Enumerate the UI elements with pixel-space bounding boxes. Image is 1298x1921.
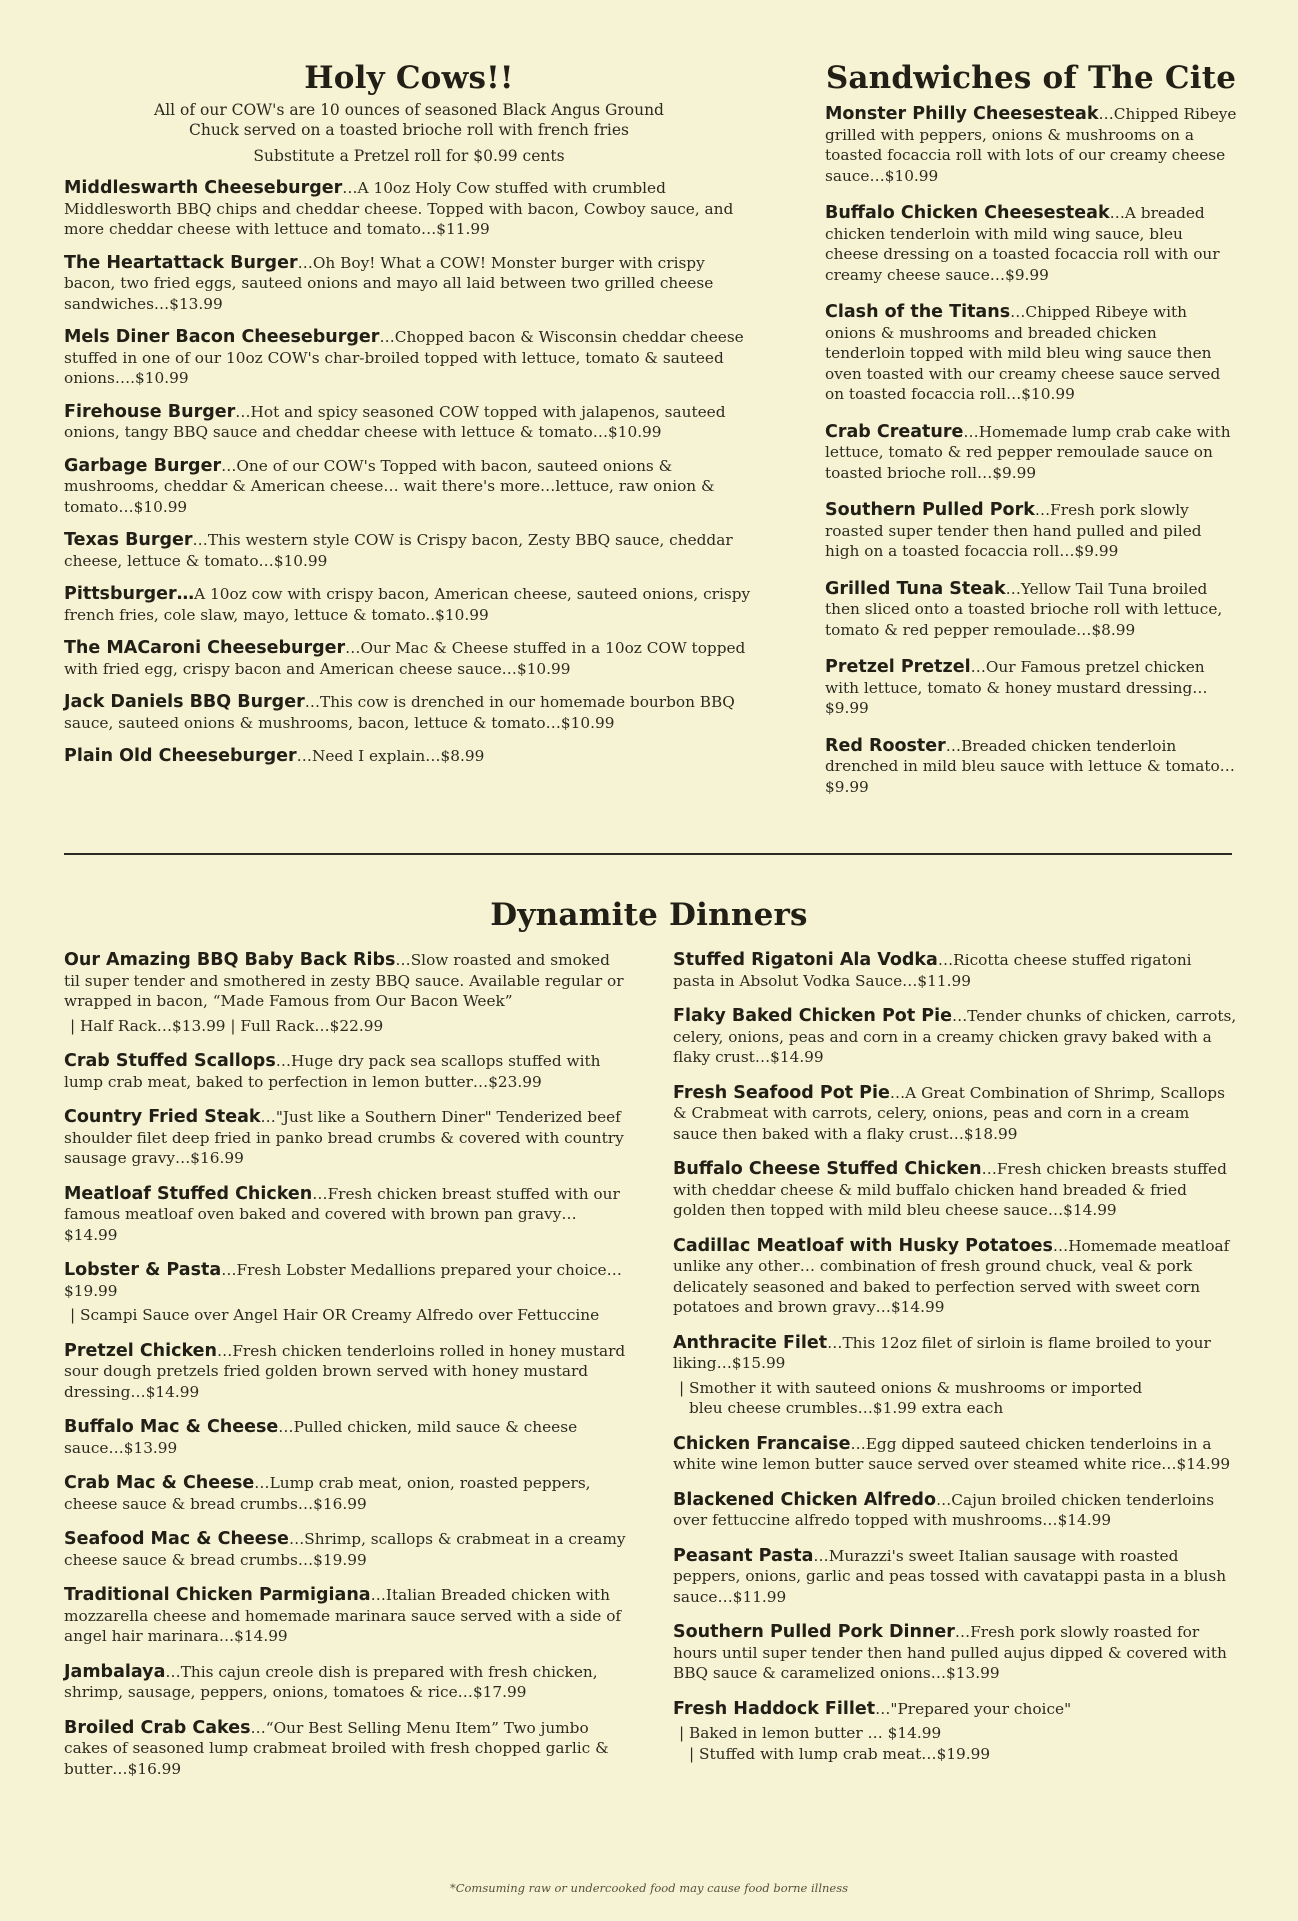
menu-item-name: Clash of the Titans	[825, 302, 1011, 322]
menu-item-description: …Need I explain…$8.99	[296, 747, 485, 765]
menu-item	[64, 253, 754, 315]
menu-item-name: Southern Pulled Pork Dinner	[673, 1622, 955, 1642]
menu-item-name: Seafood Mac & Cheese	[64, 1529, 289, 1549]
menu-item-description: …One of our COW's Topped with bacon, sauteed onions & mushrooms, cheddar & American cheese… wait there's more…lettuce, raw onion & tomato…$10.99	[64, 456, 715, 516]
menu-item-option: | Baked in lemon butter … $14.99	[679, 1724, 942, 1742]
menu-item	[64, 1260, 629, 1301]
menu-item-name: Monster Philly Cheesesteak	[825, 104, 1099, 124]
menu-item-name: Broiled Crab Cakes	[64, 1717, 251, 1738]
menu-item-description: …"Prepared your choice"	[875, 1699, 1072, 1718]
menu-item	[64, 456, 754, 518]
menu-item-name: Chicken Francaise	[673, 1433, 851, 1454]
dinners-left-list	[64, 950, 629, 1779]
menu-item	[64, 1341, 629, 1403]
menu-item	[825, 422, 1237, 484]
menu-item-name: Stuffed Rigatoni Ala Vodka	[673, 950, 938, 970]
menu-item-description: …Hot and spicy seasoned COW topped with jalapenos, sauteed onions, tangy BBQ sauce and cheddar cheese with lettuce & tomato…$10.99	[64, 402, 726, 441]
section-divider	[64, 853, 1232, 855]
menu-item-name: Buffalo Cheese Stuffed Chicken	[673, 1159, 982, 1179]
menu-item-option: bleu cheese crumbles…$1.99 extra each	[689, 1399, 1004, 1417]
menu-item-name: Pretzel Pretzel	[825, 657, 971, 677]
menu-item	[673, 1006, 1238, 1068]
menu-item-description: A 10oz cow with crispy bacon, American cheese, sauteed onions, crispy french fries, cole slaw, mayo, lettuce & tomato..$10.99	[64, 585, 751, 624]
menu-item	[825, 657, 1237, 719]
dinners-right-list	[673, 950, 1238, 1764]
menu-item-description: …Ricotta cheese stuffed rigatoni pasta in Absolut Vodka Sauce…$11.99	[673, 951, 1192, 990]
menu-item-name: Grilled Tuna Steak	[825, 578, 1006, 599]
menu-item-option: | Half Rack…$13.99 | Full Rack…$22.99	[70, 1016, 384, 1035]
menu-item-description: …Our Famous pretzel chicken with lettuce, tomato & honey mustard dressing…$9.99	[825, 658, 1208, 717]
menu-item	[64, 1529, 629, 1570]
menu-item-description: …Fresh chicken tenderloins rolled in honey mustard sour dough pretzels fried golden brown served with honey mustard dressing…$14.99	[64, 1341, 626, 1401]
menu-item-description: …Fresh pork slowly roasted super tender then hand pulled and piled high on a toasted focaccia roll…$9.99	[825, 501, 1202, 560]
menu-item-name: Cadillac Meatloaf with Husky Potatoes	[673, 1235, 1053, 1256]
menu-item	[673, 950, 1238, 991]
menu-item	[64, 1662, 629, 1703]
menu-item-name: Pittsburger…	[64, 584, 195, 604]
menu-item-description: …Slow roasted and smoked til super tender and smothered in zesty BBQ sauce. Available regular or wrapped in bacon, “Made Famous from Our Bacon Week”	[64, 951, 624, 1010]
menu-item-description: …Huge dry pack sea scallops stuffed with lump crab meat, baked to perfection in lemon butter…$23.99	[64, 1052, 601, 1091]
menu-item	[673, 1622, 1238, 1684]
menu-item-name: Buffalo Mac & Cheese	[64, 1417, 279, 1437]
menu-item-name: Crab Stuffed Scallops	[64, 1051, 276, 1071]
menu-item-name: Jambalaya	[64, 1661, 166, 1682]
holy-cows-section	[64, 60, 754, 767]
menu-item-description: …Egg dipped sauteed chicken tenderloins in a white wine lemon butter sauce served over steamed white rice…$14.99	[673, 1434, 1231, 1473]
menu-item	[825, 736, 1237, 798]
menu-item	[825, 104, 1237, 186]
menu-item-name: Buffalo Chicken Cheesesteak	[825, 203, 1110, 223]
menu-item	[64, 1051, 629, 1092]
menu-item-name: Red Rooster	[825, 735, 946, 756]
menu-item	[673, 1159, 1238, 1221]
menu-item-description: …Yellow Tail Tuna broiled then sliced onto a toasted brioche roll with lettuce, tomato & red pepper remoulade…$8.99	[825, 579, 1223, 639]
menu-item	[64, 1417, 629, 1458]
menu-item	[673, 1236, 1238, 1318]
menu-item	[64, 327, 754, 389]
menu-item	[64, 638, 754, 679]
menu-item	[64, 530, 754, 571]
menu-item	[673, 1699, 1238, 1720]
menu-item-description: …Fresh chicken breast stuffed with our famous meatloaf oven baked and covered with brown pan gravy…$14.99	[64, 1184, 620, 1244]
menu-item-description: …"Just like a Southern Diner" Tenderized beef shoulder filet deep fried in panko bread crumbs & covered with country sausage gravy…$16.99	[64, 1108, 624, 1167]
menu-item	[64, 1718, 629, 1780]
menu-item-name: Southern Pulled Pork	[825, 500, 1035, 520]
menu-item-description: …Breaded chicken tenderloin drenched in mild bleu sauce with lettuce & tomato…$9.99	[825, 736, 1235, 796]
dinners-title: Dynamite Dinners	[490, 897, 808, 933]
menu-item-description: …Pulled chicken, mild sauce & cheese sauce…$13.99	[64, 1418, 578, 1457]
menu-item-name: Mels Diner Bacon Cheeseburger	[64, 327, 380, 347]
menu-item-description: …Chipped Ribeye with onions & mushrooms and breaded chicken tenderloin topped with mild bleu wing sauce then oven toasted with our creamy cheese sauce served on toasted focaccia roll…$10.99	[825, 303, 1221, 403]
menu-item-description: …Italian Breaded chicken with mozzarella cheese and homemade marinara sauce served with a side of angel hair marinara…$14.99	[64, 1586, 622, 1645]
menu-item-description: …This cow is drenched in our homemade bourbon BBQ sauce, sauteed onions & mushrooms, bacon, lettuce & tomato…$10.99	[64, 693, 735, 732]
menu-item-description: …Chipped Ribeye grilled with peppers, onions & mushrooms on a toasted focaccia roll with lots of our creamy cheese sauce…$10.99	[825, 105, 1237, 185]
menu-item	[64, 746, 754, 767]
menu-item	[64, 1184, 629, 1246]
menu-item	[64, 1107, 629, 1169]
menu-item-name: Flaky Baked Chicken Pot Pie	[673, 1006, 952, 1026]
menu-item-name: Crab Mac & Cheese	[64, 1473, 255, 1493]
menu-item	[825, 579, 1237, 641]
menu-item-description: …Murazzi's sweet Italian sausage with roasted peppers, onions, garlic and peas tossed with cavatappi pasta in a blush sauce…$11.99	[673, 1546, 1227, 1606]
menu-item	[64, 402, 754, 443]
menu-item-description: …A Great Combination of Shrimp, Scallops & Crabmeat with carrots, celery, onions, peas and corn in a cream sauce then baked with a flaky crust…$18.99	[673, 1083, 1225, 1143]
menu-item-name: Blackened Chicken Alfredo	[673, 1489, 936, 1510]
menu-item-name: Meatloaf Stuffed Chicken	[64, 1183, 313, 1204]
menu-item	[673, 1333, 1238, 1374]
sandwiches-list	[825, 104, 1237, 797]
menu-item-description: …Fresh pork slowly roasted for hours until super tender then hand pulled aujus dipped & covered with BBQ sauce & caramelized onions…$13.99	[673, 1623, 1227, 1682]
menu-item-description: …Shrimp, scallops & crabmeat in a creamy cheese sauce & bread crumbs…$19.99	[64, 1530, 626, 1569]
menu-item	[673, 1546, 1238, 1608]
menu-item-name: Jack Daniels BBQ Burger	[64, 692, 305, 712]
sandwiches-title: Sandwiches of The Cite	[825, 60, 1237, 96]
menu-item-description: …Cajun broiled chicken tenderloins over fettuccine alfredo topped with mushrooms…$14.99	[673, 1490, 1215, 1529]
menu-item-name: Traditional Chicken Parmigiana	[64, 1585, 371, 1605]
menu-item-description: …Fresh chicken breasts stuffed with cheddar cheese & mild buffalo chicken hand breaded & fried golden then topped with mild bleu cheese sauce…$14.99	[673, 1160, 1227, 1219]
menu-item-name: Fresh Haddock Fillet	[673, 1698, 876, 1719]
holy-cows-list	[64, 178, 754, 767]
holy-cows-intro: All of our COW's are 10 ounces of seasoned Black Angus Ground Chuck served on a toasted brioche roll with french fries	[154, 101, 664, 139]
menu-item-name: Texas Burger	[64, 530, 193, 550]
menu-item-description: …This 12oz filet of sirloin is flame broiled to your liking…$15.99	[673, 1333, 1211, 1372]
menu-item-name: The MACaroni Cheeseburger	[64, 638, 346, 658]
menu-item-description: …Lump crab meat, onion, roasted peppers, cheese sauce & bread crumbs…$16.99	[64, 1474, 591, 1513]
holy-cows-title: Holy Cows!!	[304, 60, 514, 96]
menu-item	[673, 1083, 1238, 1145]
menu-item-description: …Homemade meatloaf unlike any other… combination of fresh ground chuck, veal & pork delicately seasoned and baked to perfection served with sweet corn potatoes and brown gravy…$14.99	[673, 1236, 1230, 1316]
menu-item	[64, 584, 754, 625]
menu-item-description: …This cajun creole dish is prepared with fresh chicken, shrimp, sausage, peppers, onions, tomatoes & rice…$17.99	[64, 1662, 598, 1701]
menu-item	[64, 1585, 629, 1647]
menu-item-description: …Fresh Lobster Medallions prepared your choice…$19.99	[64, 1261, 622, 1300]
menu-item	[673, 1434, 1238, 1475]
menu-item-name: Pretzel Chicken	[64, 1340, 218, 1361]
menu-item-name: Fresh Seafood Pot Pie	[673, 1082, 890, 1103]
menu-item	[64, 1473, 629, 1514]
menu-item	[825, 500, 1237, 562]
menu-item-name: Middleswarth Cheeseburger	[64, 178, 343, 198]
menu-item-description: …Chopped bacon & Wisconsin cheddar cheese stuffed in one of our 10oz COW's char-broiled topped with lettuce, tomato & sauteed onions….$10.99	[64, 328, 744, 387]
sandwiches-section	[825, 60, 1237, 797]
menu-item-name: Garbage Burger	[64, 455, 222, 476]
menu-item-name: Peasant Pasta	[673, 1545, 814, 1566]
menu-item-description: …Homemade lump crab cake with lettuce, tomato & red pepper remoulade sauce on toasted brioche roll…$9.99	[825, 422, 1231, 482]
menu-item	[825, 203, 1237, 285]
menu-item	[64, 692, 754, 733]
menu-item-name: Firehouse Burger	[64, 401, 236, 422]
menu-item	[673, 1490, 1238, 1531]
menu-item-description: …“Our Best Selling Menu Item” Two jumbo cakes of seasoned lump crabmeat broiled with fresh chopped garlic & butter…$16.99	[64, 1718, 609, 1778]
holy-cows-substitute: Substitute a Pretzel roll for $0.99 cents	[253, 147, 565, 165]
menu-item	[64, 178, 754, 240]
menu-item-name: Our Amazing BBQ Baby Back Ribs	[64, 950, 396, 970]
menu-item-name: Plain Old Cheeseburger	[64, 746, 297, 766]
menu-item-name: The Heartattack Burger	[64, 252, 298, 273]
menu-item-name: Crab Creature	[825, 421, 964, 442]
menu-item	[64, 950, 629, 1012]
menu-item-description: …Our Mac & Cheese stuffed in a 10oz COW topped with fried egg, crispy bacon and American cheese sauce…$10.99	[64, 639, 746, 678]
menu-item-description: …Tender chunks of chicken, carrots, celery, onions, peas and corn in a creamy chicken gravy baked with a flaky crust…$14.99	[673, 1007, 1237, 1066]
menu-item	[825, 302, 1237, 405]
footer-disclaimer: *Comsuming raw or undercooked food may cause food borne illness	[449, 1881, 849, 1895]
menu-item-name: Anthracite Filet	[673, 1332, 828, 1353]
menu-item-option: | Stuffed with lump crab meat…$19.99	[689, 1744, 991, 1763]
menu-item-option: | Scampi Sauce over Angel Hair OR Creamy Alfredo over Fettuccine	[70, 1306, 600, 1324]
menu-item-description: …This western style COW is Crispy bacon, Zesty BBQ sauce, cheddar cheese, lettuce & tomato…$10.99	[64, 531, 733, 570]
menu-item-description: …A breaded chicken tenderloin with mild wing sauce, bleu cheese dressing on a toasted focaccia roll with our creamy cheese sauce…$9.99	[825, 204, 1220, 284]
menu-item-option: | Smother it with sauteed onions & mushrooms or imported	[679, 1378, 1143, 1397]
menu-item-name: Country Fried Steak	[64, 1107, 261, 1127]
menu-item-name: Lobster & Pasta	[64, 1260, 222, 1280]
menu-item-description: …Oh Boy! What a COW! Monster burger with crispy bacon, two fried eggs, sauteed onions and mayo all laid between two grilled cheese sandwiches…$13.99	[64, 253, 714, 313]
menu-item-description: …A 10oz Holy Cow stuffed with crumbled Middlesworth BBQ chips and cheddar cheese. Topped with bacon, Cowboy sauce, and more cheddar cheese with lettuce and tomato…$11.99	[64, 179, 734, 238]
